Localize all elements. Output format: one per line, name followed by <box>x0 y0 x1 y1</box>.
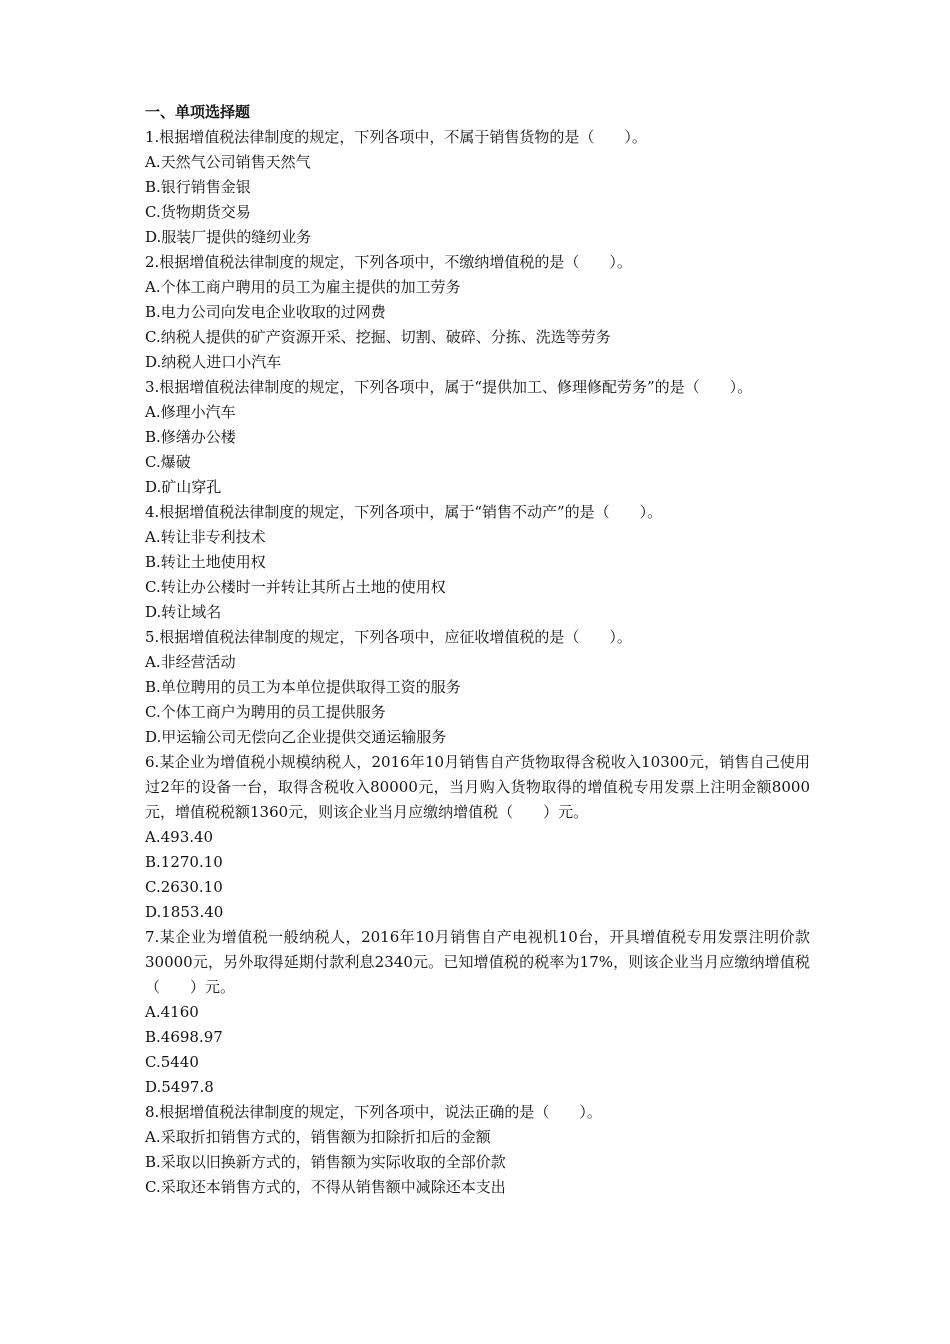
option-d <box>145 600 810 625</box>
option-letter: D. <box>145 353 162 371</box>
question-6 <box>145 750 810 925</box>
option-text: 个体工商户聘用的员工为雇主提供的加工劳务 <box>160 278 461 296</box>
question-1 <box>145 125 810 250</box>
option-c <box>145 200 810 225</box>
option-letter: B. <box>145 553 161 571</box>
section-title: 一、单项选择题 <box>145 103 251 121</box>
option-a <box>145 150 810 175</box>
question-stem: 8.根据增值税法律制度的规定，下列各项中，说法正确的是（ ）。 <box>145 1103 602 1121</box>
option-letter: A. <box>145 653 161 671</box>
option-letter: C. <box>145 703 161 721</box>
option-text: 1853.40 <box>161 903 224 921</box>
option-text: 矿山穿孔 <box>161 478 222 496</box>
option-text: 采取以旧换新方式的，销售额为实际收取的全部价款 <box>160 1153 506 1171</box>
option-text: 采取折扣销售方式的，销售额为扣除折扣后的金额 <box>160 1128 491 1146</box>
option-text: 非经营活动 <box>160 653 236 671</box>
option-text: 5440 <box>160 1053 199 1071</box>
option-letter: B. <box>145 678 161 696</box>
option-d <box>145 900 810 925</box>
question-4 <box>145 500 810 625</box>
option-text: 纳税人进口小汽车 <box>161 353 282 371</box>
option-d <box>145 225 810 250</box>
option-text: 银行销售金银 <box>160 178 251 196</box>
option-letter: C. <box>145 1053 161 1071</box>
option-text: 甲运输公司无偿向乙企业提供交通运输服务 <box>161 728 447 746</box>
option-letter: D. <box>145 228 162 246</box>
option-letter: C. <box>145 878 161 896</box>
option-text: 转让土地使用权 <box>160 553 266 571</box>
option-letter: B. <box>145 428 161 446</box>
option-c <box>145 875 810 900</box>
option-a <box>145 825 810 850</box>
option-letter: B. <box>145 1028 161 1046</box>
option-letter: A. <box>145 828 161 846</box>
option-letter: D. <box>145 903 162 921</box>
option-a <box>145 650 810 675</box>
option-c <box>145 1050 810 1075</box>
option-text: 修缮办公楼 <box>160 428 236 446</box>
option-b <box>145 300 810 325</box>
option-letter: A. <box>145 1003 161 1021</box>
option-letter: A. <box>145 278 161 296</box>
option-text: 天然气公司销售天然气 <box>160 153 311 171</box>
question-8 <box>145 1100 810 1200</box>
option-d <box>145 350 810 375</box>
question-stem: 1.根据增值税法律制度的规定，下列各项中，不属于销售货物的是（ ）。 <box>145 128 647 146</box>
option-letter: C. <box>145 203 161 221</box>
option-text: 采取还本销售方式的，不得从销售额中减除还本支出 <box>160 1178 506 1196</box>
option-letter: C. <box>145 578 161 596</box>
option-text: 个体工商户为聘用的员工提供服务 <box>160 703 386 721</box>
question-stem: 4.根据增值税法律制度的规定，下列各项中，属于“销售不动产”的是（ ）。 <box>145 503 663 521</box>
option-letter: C. <box>145 328 161 346</box>
question-stem: 6.某企业为增值税小规模纳税人，2016年10月销售自产货物取得含税收入10300元，销售自己使用过2年的设备一台，取得含税收入80000元，当月购入货物取得的增值税专用发票上注明金额8000元，增值税税额1360元，则该企业当月应缴纳增值税（ ）元。 <box>145 753 810 821</box>
option-letter: B. <box>145 853 161 871</box>
option-c <box>145 450 810 475</box>
option-letter: B. <box>145 178 161 196</box>
option-letter: A. <box>145 1128 161 1146</box>
option-a <box>145 275 810 300</box>
option-a <box>145 400 810 425</box>
option-letter: A. <box>145 153 161 171</box>
option-text: 单位聘用的员工为本单位提供取得工资的服务 <box>160 678 461 696</box>
option-b <box>145 175 810 200</box>
option-text: 修理小汽车 <box>160 403 236 421</box>
question-stem: 2.根据增值税法律制度的规定，下列各项中，不缴纳增值税的是（ ）。 <box>145 253 632 271</box>
option-letter: B. <box>145 303 161 321</box>
option-d <box>145 725 810 750</box>
option-text: 服装厂提供的缝纫业务 <box>161 228 312 246</box>
option-text: 2630.10 <box>160 878 223 896</box>
option-letter: B. <box>145 1153 161 1171</box>
question-stem: 7.某企业为增值税一般纳税人，2016年10月销售自产电视机10台，开具增值税专用发票注明价款30000元，另外取得延期付款利息2340元。已知增值税的税率为17%，则该企业当月应缴纳增值税（ ）元。 <box>145 928 810 996</box>
option-text: 货物期货交易 <box>160 203 251 221</box>
option-letter: C. <box>145 1178 161 1196</box>
question-3 <box>145 375 810 500</box>
option-b <box>145 550 810 575</box>
question-list <box>145 125 810 1200</box>
question-stem: 5.根据增值税法律制度的规定，下列各项中，应征收增值税的是（ ）。 <box>145 628 632 646</box>
exam-page <box>145 100 810 1200</box>
option-c <box>145 700 810 725</box>
option-text: 电力公司向发电企业收取的过网费 <box>160 303 386 321</box>
option-text: 转让域名 <box>161 603 222 621</box>
option-letter: C. <box>145 453 161 471</box>
option-b <box>145 1150 810 1175</box>
option-b <box>145 425 810 450</box>
option-letter: D. <box>145 478 162 496</box>
option-b <box>145 1025 810 1050</box>
option-text: 4698.97 <box>160 1028 223 1046</box>
option-text: 1270.10 <box>160 853 223 871</box>
option-a <box>145 525 810 550</box>
option-letter: D. <box>145 728 162 746</box>
option-text: 493.40 <box>160 828 214 846</box>
option-letter: D. <box>145 603 162 621</box>
option-b <box>145 850 810 875</box>
question-7 <box>145 925 810 1100</box>
option-letter: A. <box>145 528 161 546</box>
option-a <box>145 1000 810 1025</box>
option-text: 爆破 <box>160 453 191 471</box>
option-text: 5497.8 <box>161 1078 214 1096</box>
option-letter: D. <box>145 1078 162 1096</box>
question-stem: 3.根据增值税法律制度的规定，下列各项中，属于“提供加工、修理修配劳务”的是（ ）。 <box>145 378 753 396</box>
option-text: 转让办公楼时一并转让其所占土地的使用权 <box>160 578 446 596</box>
option-d <box>145 1075 810 1100</box>
option-text: 4160 <box>160 1003 199 1021</box>
option-c <box>145 575 810 600</box>
option-c <box>145 1175 810 1200</box>
question-5 <box>145 625 810 750</box>
option-text: 转让非专利技术 <box>160 528 266 546</box>
option-b <box>145 675 810 700</box>
option-a <box>145 1125 810 1150</box>
question-2 <box>145 250 810 375</box>
option-text: 纳税人提供的矿产资源开采、挖掘、切割、破碎、分拣、洗选等劳务 <box>160 328 611 346</box>
option-d <box>145 475 810 500</box>
option-letter: A. <box>145 403 161 421</box>
option-c <box>145 325 810 350</box>
